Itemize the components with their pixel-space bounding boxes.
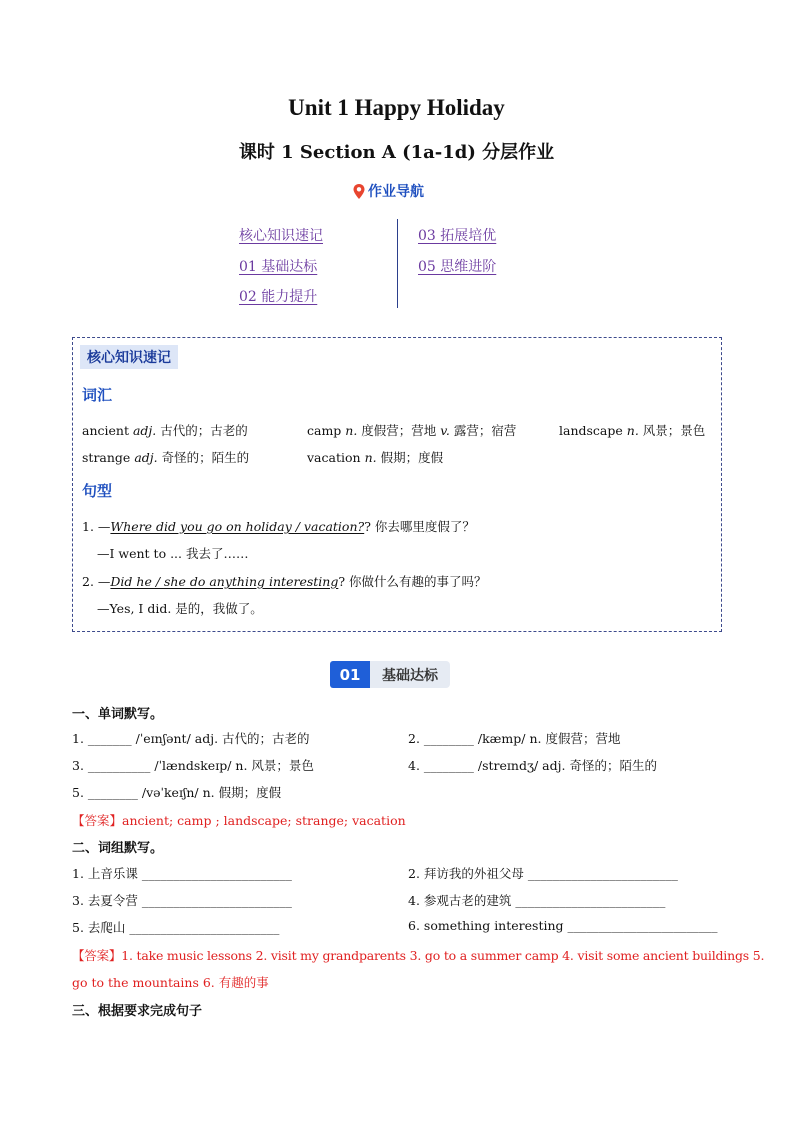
section-label: 基础达标 [370, 661, 450, 688]
nav-link-core-knowledge[interactable]: 核心知识速记 [239, 228, 323, 244]
vocab-item-camp: camp n. 度假营；营地 v. 露营；宿营 [307, 423, 517, 438]
q1-answer: 【答案】ancient; camp ; landscape; strange; vacation [72, 813, 406, 828]
q2-item-4: 4. 参观古老的建筑 ________________________ [408, 893, 666, 908]
vocab-item-landscape: landscape n. 风景；景色 [559, 423, 706, 438]
q2-item-2: 2. 拜访我的外祖父母 ________________________ [408, 866, 678, 881]
q1-item-3: 3. __________ /ˈlændskeɪp/ n. 风景；景色 [72, 758, 314, 773]
q2-answer: 【答案】1. take music lessons 2. visit my grandparents 3. go to a summer camp 4. visit some ancient buildings 5. [72, 948, 765, 963]
q1-item-2: 2. ________ /kæmp/ n. 度假营；营地 [408, 731, 621, 746]
sentence-heading: 句型 [82, 482, 113, 500]
sentence-1-reply: —I went to ... 我去了…… [97, 546, 249, 561]
vocab-item-ancient: ancient adj. 古代的；古老的 [82, 423, 248, 438]
q1-item-1: 1. _______ /ˈeɪnʃənt/ adj. 古代的；古老的 [72, 731, 310, 746]
nav-link-basic[interactable]: 01 基础达标 [239, 259, 318, 275]
section-number: 01 [330, 661, 370, 688]
nav-heading [352, 181, 424, 201]
sentence-2-reply: —Yes, I did. 是的，我做了。 [97, 601, 263, 616]
page-subtitle: 课时 1 Section A (1a-1d) 分层作业 [238, 142, 555, 163]
section-01-badge [330, 661, 450, 688]
q1-item-4: 4. ________ /streɪndʒ/ adj. 奇怪的；陌生的 [408, 758, 657, 773]
q2-item-1: 1. 上音乐课 ________________________ [72, 866, 292, 881]
q2-item-3: 3. 去夏令营 ________________________ [72, 893, 292, 908]
nav-divider [397, 219, 398, 308]
sentence-2: 2. —Did he / she do anything interesting? 你做什么有趣的事了吗？ [82, 574, 487, 589]
vocab-item-strange: strange adj. 奇怪的；陌生的 [82, 450, 250, 465]
page-title: Unit 1 Happy Holiday [288, 95, 505, 120]
q2-answer-cont: go to the mountains 6. 有趣的事 [72, 975, 269, 990]
nav-link-ability[interactable]: 02 能力提升 [239, 289, 318, 305]
nav-heading-label: 作业导航 [368, 184, 424, 200]
sentence-1: 1. —Where did you go on holiday / vacation?? 你去哪里度假了？ [82, 519, 475, 534]
q1-item-5: 5. ________ /vəˈkeɪʃn/ n. 假期；度假 [72, 785, 282, 800]
q2-item-5: 5. 去爬山 ________________________ [72, 920, 280, 935]
vocab-heading: 词汇 [82, 386, 113, 404]
location-pin-icon [352, 183, 366, 200]
q3-heading: 三、根据要求完成句子 [72, 1004, 203, 1019]
nav-link-extension[interactable]: 03 拓展培优 [418, 228, 497, 244]
q1-heading: 一、单词默写。 [72, 707, 164, 722]
vocab-item-vacation: vacation n. 假期；度假 [307, 450, 444, 465]
q2-item-6: 6. something interesting ________________________ [408, 918, 718, 933]
knowledge-box-heading: 核心知识速记 [80, 345, 178, 369]
nav-link-thinking[interactable]: 05 思维进阶 [418, 259, 497, 275]
q2-heading: 二、词组默写。 [72, 841, 164, 856]
